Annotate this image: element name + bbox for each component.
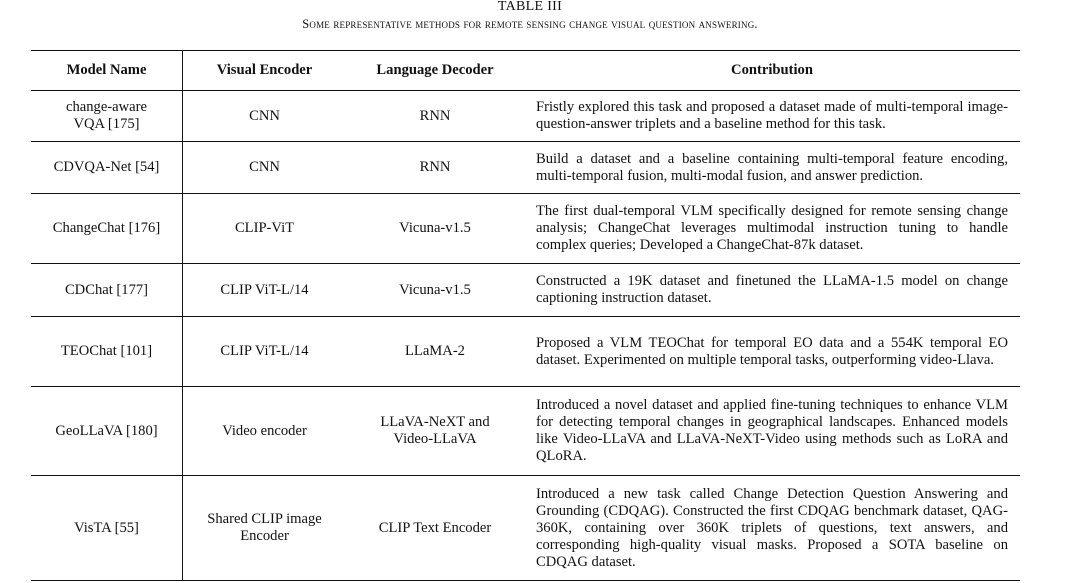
visual-encoder-cell: CLIP ViT-L/14 — [183, 317, 347, 387]
language-decoder-cell: Vicuna-v1.5 — [346, 194, 524, 264]
language-decoder-line: LLaVA-NeXT and — [380, 414, 490, 430]
table-row — [31, 142, 1020, 194]
language-decoder-line: Video-LLaVA — [393, 431, 477, 447]
visual-encoder-cell: CNN — [183, 91, 347, 142]
visual-encoder-cell: CNN — [183, 142, 347, 194]
table-number: TABLE III — [497, 0, 563, 14]
model-name-line: VQA [175] — [73, 116, 140, 132]
language-decoder-cell: RNN — [346, 91, 524, 142]
language-decoder-cell: Vicuna-v1.5 — [346, 264, 524, 317]
model-name-cell: VisTA [55] — [31, 476, 183, 581]
language-decoder-cell — [346, 387, 524, 476]
contribution-cell: Introduced a novel dataset and applied fine-tuning techniques to enhance VLM for detecting temporal changes in geographical landscapes. Enhanced models like Video-LLaVA and LLaVA-NeXT-Video using methods such as LoRA and QLoRA. — [524, 387, 1020, 476]
language-decoder-cell: LLaMA-2 — [346, 317, 524, 387]
methods-table — [31, 50, 1020, 581]
table-row — [31, 91, 1020, 142]
visual-encoder-cell: CLIP ViT-L/14 — [183, 264, 347, 317]
table-row — [31, 194, 1020, 264]
visual-encoder-cell: CLIP-ViT — [183, 194, 347, 264]
model-name-cell: GeoLLaVA [180] — [31, 387, 183, 476]
model-name-cell — [31, 91, 183, 142]
contribution-cell: Proposed a VLM TEOChat for temporal EO data and a 554K temporal EO dataset. Experimented on multiple temporal tasks, outperforming video-Llava. — [524, 317, 1020, 387]
header-visual-encoder: Visual Encoder — [183, 51, 347, 91]
table-row — [31, 476, 1020, 581]
model-name-cell: CDVQA-Net [54] — [31, 142, 183, 194]
language-decoder-cell: CLIP Text Encoder — [378, 519, 492, 536]
contribution-cell: Constructed a 19K dataset and finetuned the LLaMA-1.5 model on change captioning instruction dataset. — [524, 264, 1020, 317]
table-row — [31, 264, 1020, 317]
contribution-cell: Introduced a new task called Change Detection Question Answering and Grounding (CDQAG). Constructed the first CDQAG benchmark dataset, QAG-360K, containing over 360K triplets of questions, text answers, and corresponding high-quality visual masks. Proposed a SOTA baseline on CDQAG dataset. — [536, 485, 1008, 570]
header-language-decoder: Language Decoder — [346, 51, 524, 91]
language-decoder-cell: RNN — [346, 142, 524, 194]
header-row — [31, 51, 1020, 91]
visual-encoder-cell — [183, 476, 347, 581]
contribution-cell: The first dual-temporal VLM specifically designed for remote sensing change analysis; ChangeChat leverages multimodal instruction tuning to handle complex queries; Developed a ChangeChat-87k dataset. — [524, 194, 1020, 264]
contribution-cell: Build a dataset and a baseline containing multi-temporal feature encoding, multi-temporal fusion, multi-modal fusion, and answer prediction. — [524, 142, 1020, 194]
table-caption: Some representative methods for remote sensing change visual question answering. — [302, 17, 758, 31]
table-row — [31, 387, 1020, 476]
model-name-line: change-aware — [65, 99, 147, 115]
model-name-cell: TEOChat [101] — [31, 317, 183, 387]
visual-encoder-line: Shared CLIP image — [207, 511, 322, 527]
model-name-cell: ChangeChat [176] — [31, 194, 183, 264]
model-name-cell: CDChat [177] — [31, 264, 183, 317]
table-row — [31, 317, 1020, 387]
contribution-cell: Fristly explored this task and proposed a dataset made of multi-temporal image-question-answer triplets and a baseline method for this task. — [524, 91, 1020, 142]
visual-encoder-cell: Video encoder — [183, 387, 347, 476]
header-model-name: Model Name — [31, 51, 183, 91]
header-contribution: Contribution — [524, 51, 1020, 91]
visual-encoder-line: Encoder — [240, 528, 289, 544]
